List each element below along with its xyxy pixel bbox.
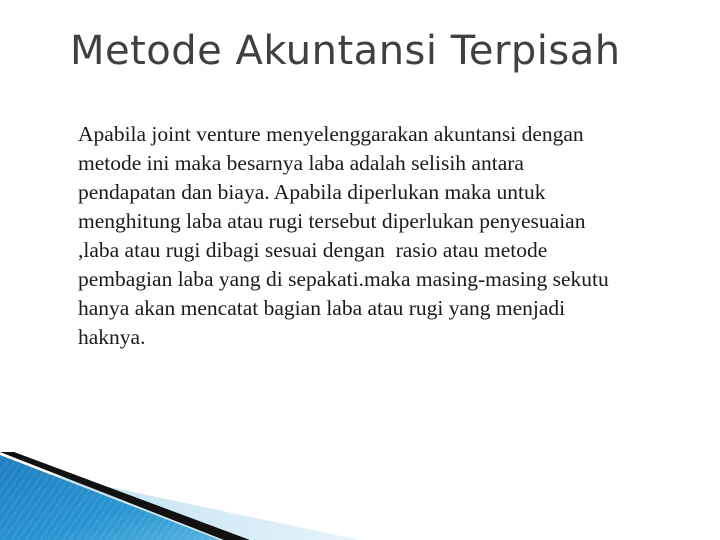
body-line: hanya akan mencatat bagian laba atau rugi yang menjadi: [78, 296, 566, 320]
corner-decoration: [0, 450, 360, 540]
body-line: pembagian laba yang di sepakati.maka masing-masing sekutu: [78, 267, 609, 291]
body-line: haknya.: [78, 325, 146, 349]
body-line: menghitung laba atau rugi tersebut diperlukan penyesuaian: [78, 209, 586, 233]
body-line: Apabila joint venture menyelenggarakan akuntansi dengan: [78, 122, 584, 146]
slide-title: Metode Akuntansi Terpisah: [70, 28, 621, 74]
blue-wedge-texture: [0, 455, 220, 540]
body-line: ,laba atau rugi dibagi sesuai dengan rasio atau metode: [78, 238, 548, 262]
body-line: metode ini maka besarnya laba adalah selisih antara: [78, 151, 524, 175]
slide-body-text: [78, 120, 690, 352]
body-line: pendapatan dan biaya. Apabila diperlukan maka untuk: [78, 180, 546, 204]
